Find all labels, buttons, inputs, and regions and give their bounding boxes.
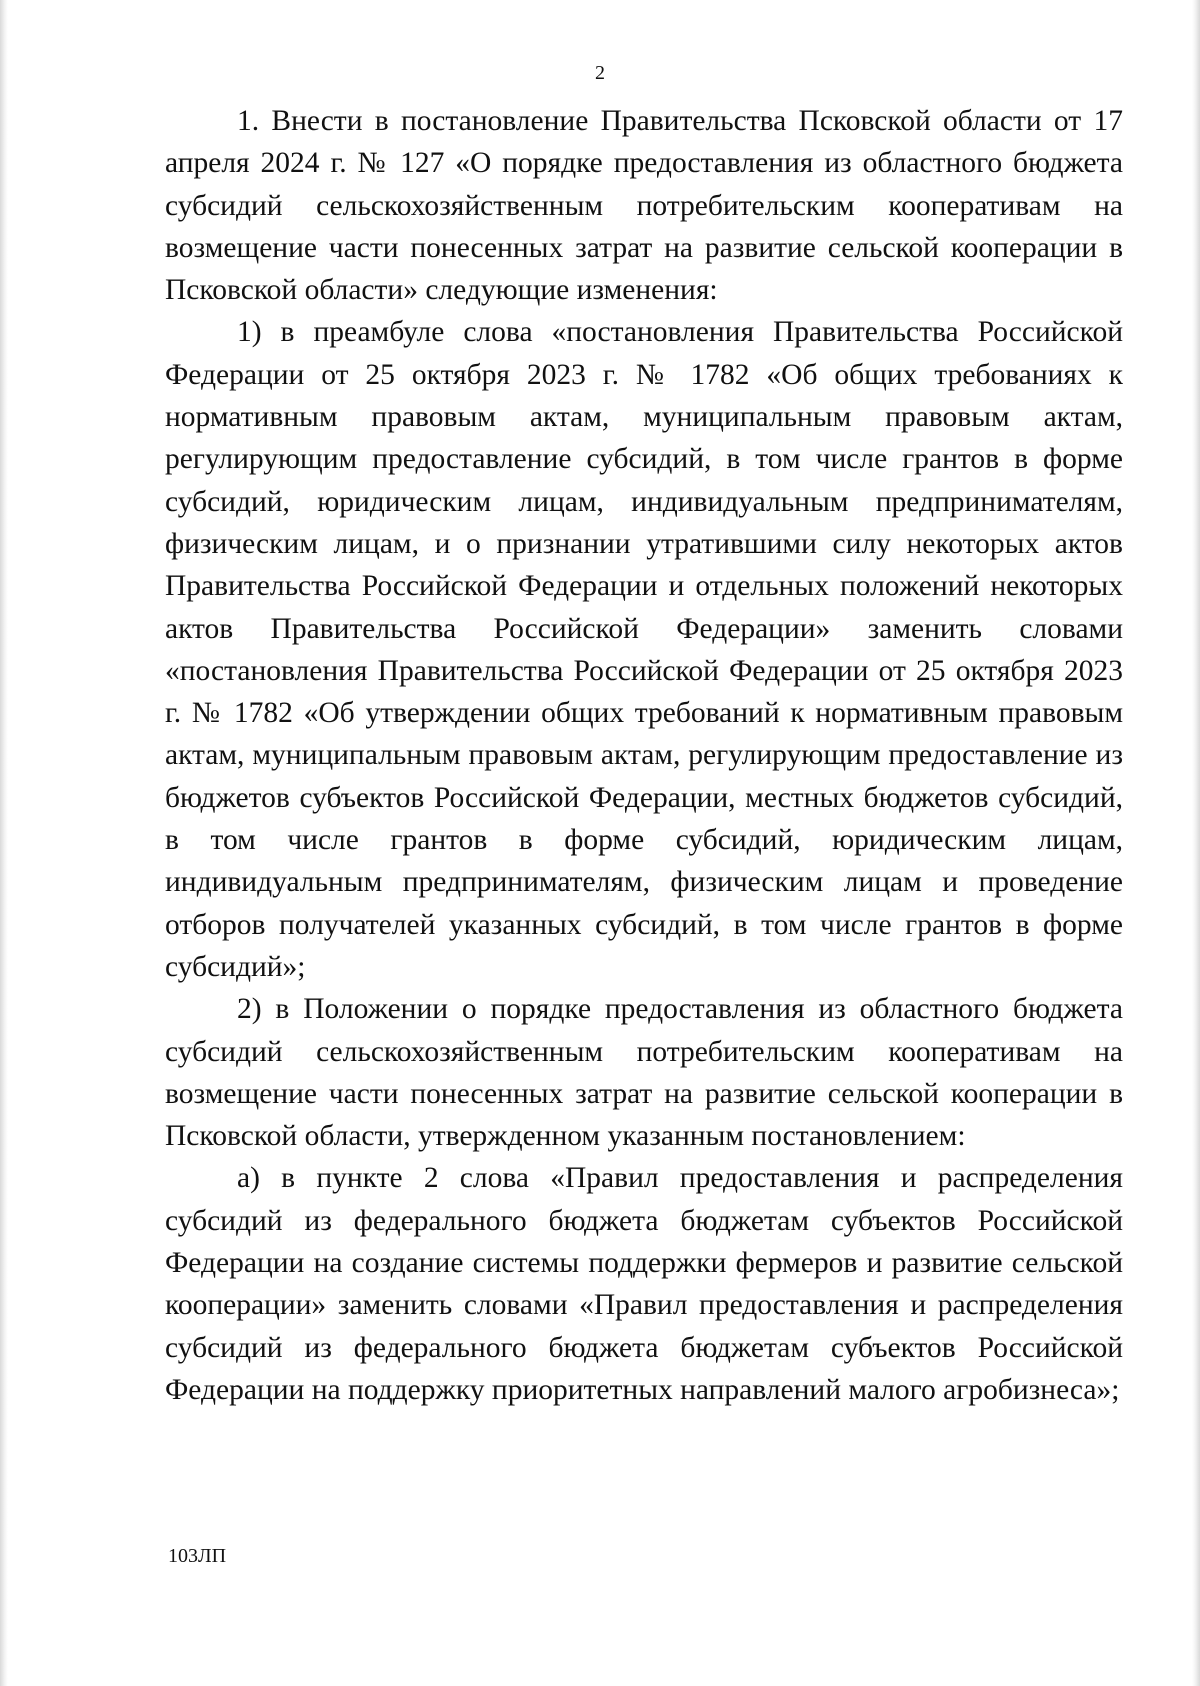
- paragraph-1-1: 1) в преамбуле слова «постановления Правительства Российской Федерации от 25 октября 2023 г. № 1782 «Об общих требованиях к нормативным правовым актам, муниципальным правовым актам, регулирующим предоставление субсидий, в том числе грантов в форме субсидий, юридическим лицам, индивидуальным предпринимателям, физическим лицам, и о признании утратившими силу некоторых актов Правительства Российской Федерации и отдельных положений некоторых актов Правительства Российской Федерации» заменить словами «постановления Правительства Российской Федерации от 25 октября 2023 г. № 1782 «Об утверждении общих требований к нормативным правовым актам, муниципальным правовым актам, регулирующим предоставление из бюджетов субъектов Российской Федерации, местных бюджетов субсидий, в том числе грантов в форме субсидий, юридическим лицам, индивидуальным предпринимателям, физическим лицам и проведение отборов получателей указанных субсидий, в том числе грантов в форме субсидий»;: [165, 316, 1123, 983]
- document-body: [165, 100, 1123, 1411]
- paragraph-1: 1. Внести в постановление Правительства Псковской области от 17 апреля 2024 г. № 127 «О порядке предоставления из областного бюджета субсидий сельскохозяйственным потребительским кооперативам на возмещение части понесенных затрат на развитие сельской кооперации в Псковской области» следующие изменения:: [165, 105, 1123, 307]
- scan-edge-left: [0, 0, 8, 1686]
- page-number: 2: [595, 62, 605, 84]
- scan-edge-right: [1192, 0, 1200, 1686]
- document-code: 103ЛП: [168, 1545, 227, 1567]
- paragraph-1-2: 2) в Положении о порядке предоставления из областного бюджета субсидий сельскохозяйственным потребительским кооперативам на возмещение части понесенных затрат на развитие сельской кооперации в Псковской области, утвержденном указанным постановлением:: [165, 993, 1123, 1153]
- paragraph-1-2-a: а) в пункте 2 слова «Правил предоставления и распределения субсидий из федерального бюджета бюджетам субъектов Российской Федерации на создание системы поддержки фермеров и развитие сельской кооперации» заменить словами «Правил предоставления и распределения субсидий из федерального бюджета бюджетам субъектов Российской Федерации на поддержку приоритетных направлений малого агробизнеса»;: [165, 1162, 1123, 1406]
